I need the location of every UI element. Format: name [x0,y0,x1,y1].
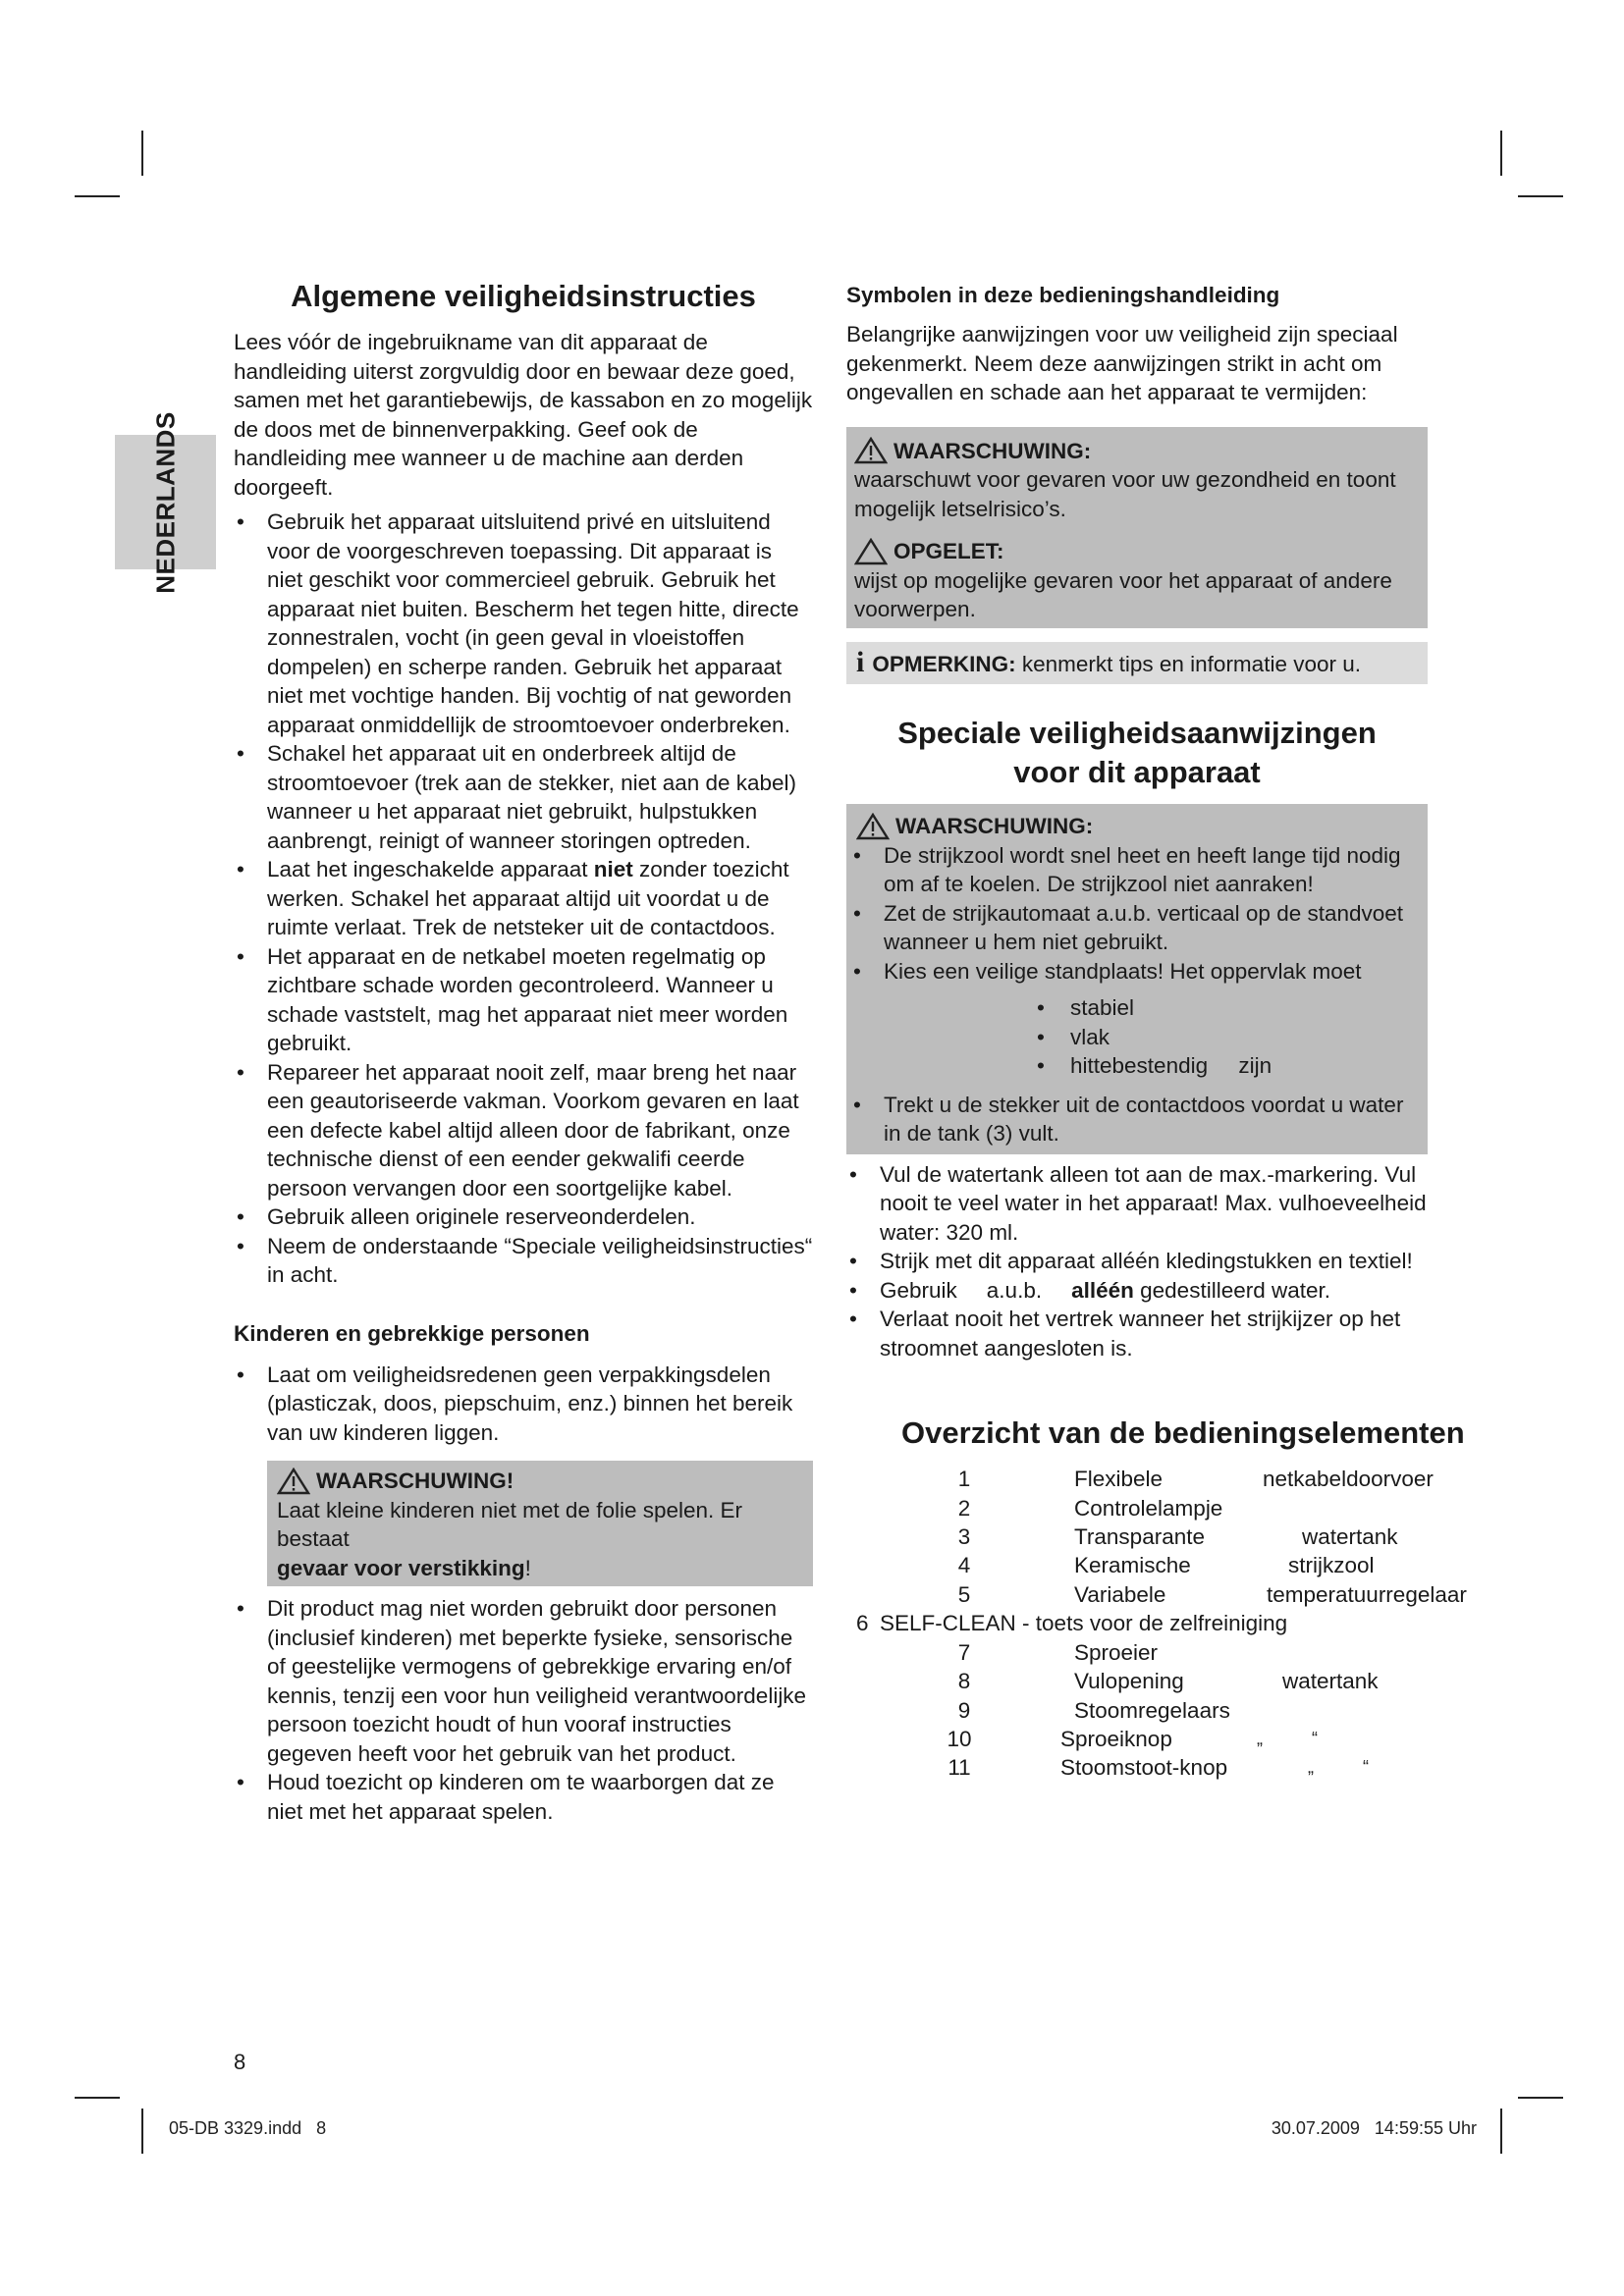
warning-icon [856,813,890,840]
left-column [234,277,813,1826]
right-column [846,281,1428,1362]
warning-title: WAARSCHUWING: [893,438,1092,463]
list-item: • Dit product mag niet worden gebruikt door personen (inclusief kinderen) met beperkte fysieke, sensorische of geestelijke vermogens of gebrekkige ervaring en/of kennis, tenzij een voor hun veiligheid verantwoordelijke persoon toezicht houdt of hun vooraf instructies gegeven heeft voor het gebruik van het product. [234,1594,813,1768]
list-item: • Laat het ingeschakelde apparaat niet zonder toezicht werken. Schakel het apparaat altijd uit voordat u de ruimte verlaat. Trek de netsteker uit de contactdoos. [234,855,813,942]
list-item: • Trekt u de stekker uit de contactdoos voordat u water in de tank (3) vult. [850,1091,1418,1148]
safety-title: Algemene veiligheidsinstructies [291,279,756,313]
emphasis-niet: niet [593,857,633,881]
symbols-box [846,427,1428,628]
crop-mark [75,2097,120,2099]
list-item: • Neem de onderstaande “Speciale veiligheidsinstructies“ in acht. [234,1232,813,1290]
warning-emphasis: gevaar voor verstikking [277,1555,525,1580]
list-item: • Schakel het apparaat uit en onderbreek altijd de stroomtoevoer (trek aan de stekker, niet aan de kabel) wanneer u het apparaat niet gebruikt, hulpstukken aanbrengt, reinigt of wanneer storingen optreden. [234,739,813,855]
list-item: • hittebestendig zijn [1037,1051,1418,1081]
caution-text: wijst op mogelijke gevaren voor het apparaat of andere voorwerpen. [854,567,1392,621]
footer-filename: 05-DB 3329.indd 8 [169,2118,327,2138]
caution-title: OPGELET: [893,539,1004,563]
crop-mark [141,131,143,176]
list-item: • stabiel [1037,993,1418,1023]
note-title: OPMERKING: [872,651,1016,676]
list-item: • Strijk met dit apparaat alléén kledingstukken en textiel! [846,1247,1428,1276]
list-item: • De strijkzool wordt snel heet en heeft lange tijd nodig om af te koelen. De strijkzool niet aanraken! [850,841,1418,899]
warning-icon [277,1468,310,1495]
crop-mark [1518,2097,1563,2099]
symbols-heading: Symbolen in deze bedieningshandleiding [846,283,1280,307]
warning-text: waarschuwt voor gevaren voor uw gezondheid en toont mogelijk letselrisico’s. [854,467,1396,521]
crop-mark [141,2109,143,2154]
crop-mark [75,195,120,197]
crop-mark [1500,131,1502,176]
list-item: • Gebruik a.u.b. alléén gedestilleerd water. [846,1276,1428,1306]
list-item: • Gebruik alleen originele reserveonderdelen. [234,1202,813,1232]
warning-title: WAARSCHUWING: [895,814,1094,838]
warning-icon [854,437,888,464]
crop-mark [1518,195,1563,197]
note-box [846,642,1428,685]
intro-paragraph: Lees vóór de ingebruikname van dit apparaat de handleiding uiterst zorgvuldig door en bewaar deze goed, samen met het garantiebewijs, de kassabon en zo mogelijk de doos met de binnenverpakking. Geef ook de handleiding mee wanneer u de machine aan derden doorgeeft. [234,330,813,500]
list-item: • Kies een veilige standplaats! Het oppervlak moet [850,957,1418,987]
language-tab-label: NEDERLANDS [150,410,180,594]
safety-list [234,507,813,1290]
list-item: • Vul de watertank alleen tot aan de max.-markering. Vul nooit te veel water in het apparaat! Max. vulhoeveelheid water: 320 ml. [846,1160,1428,1248]
list-item: • vlak [1037,1023,1418,1052]
footer-timestamp: 30.07.2009 14:59:55 Uhr [1271,2118,1477,2138]
list-item: • Repareer het apparaat nooit zelf, maar breng het naar een geautoriseerde vakman. Voorkom gevaren en laat een defecte kabel altijd alleen door de fabrikant, onze technische dienst of een eender gekwalifi ceerde persoon vervangen door een soortgelijke kabel. [234,1058,813,1203]
list-item: • Zet de strijkautomaat a.u.b. verticaal op de standvoet wanneer u hem niet gebruikt. [850,899,1418,957]
info-icon: i [856,645,865,678]
caution-icon [854,538,888,565]
note-text: kenmerkt tips en informatie voor u. [1015,651,1361,676]
crop-mark [1500,2109,1502,2154]
special-title: Speciale veiligheidsaanwijzingen [897,716,1377,750]
warning-text: Laat kleine kinderen niet met de folie spelen. Er bestaat [277,1497,743,1551]
special-subtitle: voor dit apparaat [1013,755,1261,789]
warning-box-special [846,804,1428,1154]
list-item: • Houd toezicht op kinderen om te waarborgen dat ze niet met het apparaat spelen. [234,1768,813,1826]
page-number: 8 [234,2050,246,2074]
symbols-intro: Belangrijke aanwijzingen voor uw veiligheid zijn speciaal gekenmerkt. Neem deze aanwijzingen strikt in acht om ongevallen en schade aan het apparaat te vermijden: [846,322,1398,404]
list-item: • Gebruik het apparaat uitsluitend privé en uitsluitend voor de voorgeschreven toepassing. Dit apparaat is niet geschikt voor commercieel gebruik. Gebruik het apparaat niet buiten. Bescherm het tegen hitte, directe zonnestralen, vocht (in geen geval in vloeistoffen dompelen) en scherpe randen. Gebruik het apparaat niet met vochtige handen. Bij vochtig of nat geworden apparaat onmiddellijk de stroomtoevoer onderbreken. [234,507,813,739]
warning-box-kids: WAARSCHUWING! Laat kleine kinderen niet met de folie spelen. Er bestaat gevaar voor verstikking! [267,1461,813,1586]
warning-title: WAARSCHUWING! [316,1468,514,1493]
language-tab [115,410,216,594]
list-item: • Het apparaat en de netkabel moeten regelmatig op zichtbare schade worden gecontroleerd. Wanneer u schade vaststelt, mag het apparaat niet meer worden gebruikt. [234,942,813,1058]
list-item: • Laat om veiligheidsredenen geen verpakkingsdelen (plasticzak, doos, piepschuim, enz.) binnen het bereik van uw kinderen liggen. [234,1361,813,1448]
surface-requirements [850,993,1418,1081]
list-item: • Verlaat nooit het vertrek wanneer het strijkijzer op het stroomnet aangesloten is. [846,1305,1428,1362]
controls-title: Overzicht van de bedieningselementen [901,1415,1465,1450]
kids-heading: Kinderen en gebrekkige personen [234,1320,590,1346]
